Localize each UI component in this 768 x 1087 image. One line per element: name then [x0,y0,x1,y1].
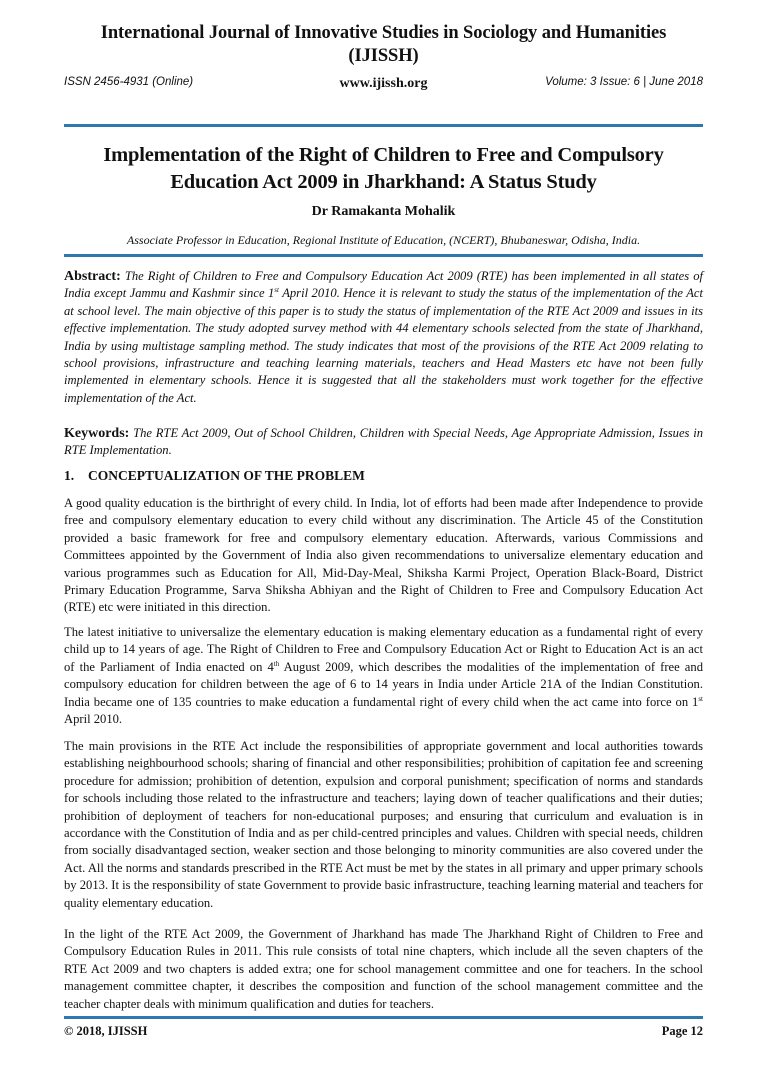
keywords-text: The RTE Act 2009, Out of School Children, Children with Special Needs, Age Appropriate Admission, Issues in RTE Implementation. [64,426,703,458]
abstract-text [64,269,703,405]
paragraph-4: In the light of the RTE Act 2009, the Government of Jharkhand has made The Jharkhand Right of Children to Free and Compulsory Education Rules in 2011. This rule consists of total nine chapters, which include all the seven chapters of the RTE Act 2009 and two chapters is added extra; one for school management committee and one for teachers. In the school management committee chapter, it describes the composition and function of the school management committee and the teacher chapter deals with minimum qualification and duties for teachers. [64,927,703,1011]
paper-title-line2: Education Act 2009 in Jharkhand: A Status Study [170,171,597,193]
journal-title [64,22,703,68]
section-heading [64,468,365,484]
issn-label: ISSN 2456-4931 (Online) [64,76,194,88]
keywords-label: Keywords: [64,426,130,441]
section-number: 1. [64,468,75,483]
abstract-sup: st [274,286,279,295]
section-title: CONCEPTUALIZATION OF THE PROBLEM [88,468,365,483]
paper-title-line1: Implementation of the Right of Children to Free and Compulsory [103,144,664,166]
abstract [64,268,703,407]
paper-title [64,142,703,196]
paragraph-2-part1: The latest initiative to universalize the elementary education is making elementary education as a fundamental right of every child up to 14 years of age. The Right of Children to Free and Compulsory Education Act or Right to Education Act is an act of the Parliament of India enacted on 4 [64,625,703,674]
volume-issue-label: Volume: 3 Issue: 6 | June 2018 [545,76,703,88]
paragraph-2-part2: August 2009, which describes the modalities of the implementation of free and compulsory education for children between the age of 6 to 14 years in India under Article 21A of the Indian Constitution. India became one of 135 countries to make education a fundamental right of every child when the act came into force on 1 [64,659,703,709]
journal-title-line1: International Journal of Innovative Studies in Sociology and Humanities [100,23,667,43]
keywords [64,425,703,460]
journal-title-line2: (IJISSH) [348,46,419,66]
abstract-text-part2: April 2010. Hence it is relevant to study the status of the implementation of the Act at school level. The main objective of this paper is to study the status of implementation of the RTE Act 2009 and issues in its effective implementation. The study adopted survey method with 44 elementary schools selected from the state of Jharkhand, India by using multistage sampling method. The study indicates that most of the provisions of the RTE Act 2009 relating to school provisions, infrastructure and teaching learning materials, teachers and Head Masters etc have not been fully implemented in elementary schools. Hence it is suggested that all the stakeholders must work together for the effective implementation of the Act. [64,286,703,405]
title-divider [64,254,703,257]
journal-meta-row [64,76,703,92]
paragraph-2-part3: April 2010. [64,712,123,727]
paragraph-1: A good quality education is the birthright of every child. In India, lot of efforts had been made after Independence to provide free and compulsory elementary education to every child without any discrimination. The Article 45 of the Constitution provided a basic framework for free and compulsory elementary education. Afterwards, various Commissions and Committees appointed by the Government of India also given recommendations to universalize elementary education and various programmes such as Education for All, Mid-Day-Meal, Shiksha Karmi Project, Operation Black-Board, District Primary Education Programme, Sarva Shiksha Abhiyan and the Right of Children to Free and Compulsory Education Act (RTE) etc were initiated in this direction. [64,496,703,615]
abstract-text-part1: The Right of Children to Free and Compulsory Education Act 2009 (RTE) has been implemented in all states of India except Jammu and Kashmir since 1 [64,269,703,301]
header-divider [64,124,703,127]
paragraph-2-sup2: st [698,694,703,703]
footer-copyright: © 2018, IJISSH [64,1024,148,1038]
author-name: Dr Ramakanta Mohalik [311,204,456,219]
abstract-label: Abstract: [64,269,121,284]
paragraph-2 [64,624,703,728]
journal-website-link[interactable]: www.ijissh.org [339,76,428,91]
paragraph-3: The main provisions in the RTE Act include the responsibilities of appropriate government and local authorities towards establishing neighbourhood schools; sharing of financial and other responsibilities; prohibition of capitation fee and screening procedure for admission; prohibition of detention, expulsion and corporal punishment; specification of norms and standards for schools including those related to the infrastructure and teachers; laying down of teacher qualifications and their duties; prohibition of deployment of teachers for non-educational purposes; and ensuring that curriculum and evaluation is in accordance with the Constitution of India and as per child-centred principles and values. Children with special needs, children from socially disadvantaged section, weaker section and those belonging to minority communities are also covered under the Act. All the norms and standards prescribed in the RTE Act must be met by the states in all primary and upper primary schools by 2013. It is the responsibility of state Government to provide basic infrastructure, teaching learning material and teachers for quality elementary education. [64,739,703,910]
footer-divider [64,1016,703,1019]
paragraph-2-sup1: th [273,659,280,668]
author-affiliation: Associate Professor in Education, Regional Institute of Education, (NCERT), Bhubaneswar, Odisha, India. [126,233,641,247]
footer-page-number: Page 12 [661,1024,703,1038]
